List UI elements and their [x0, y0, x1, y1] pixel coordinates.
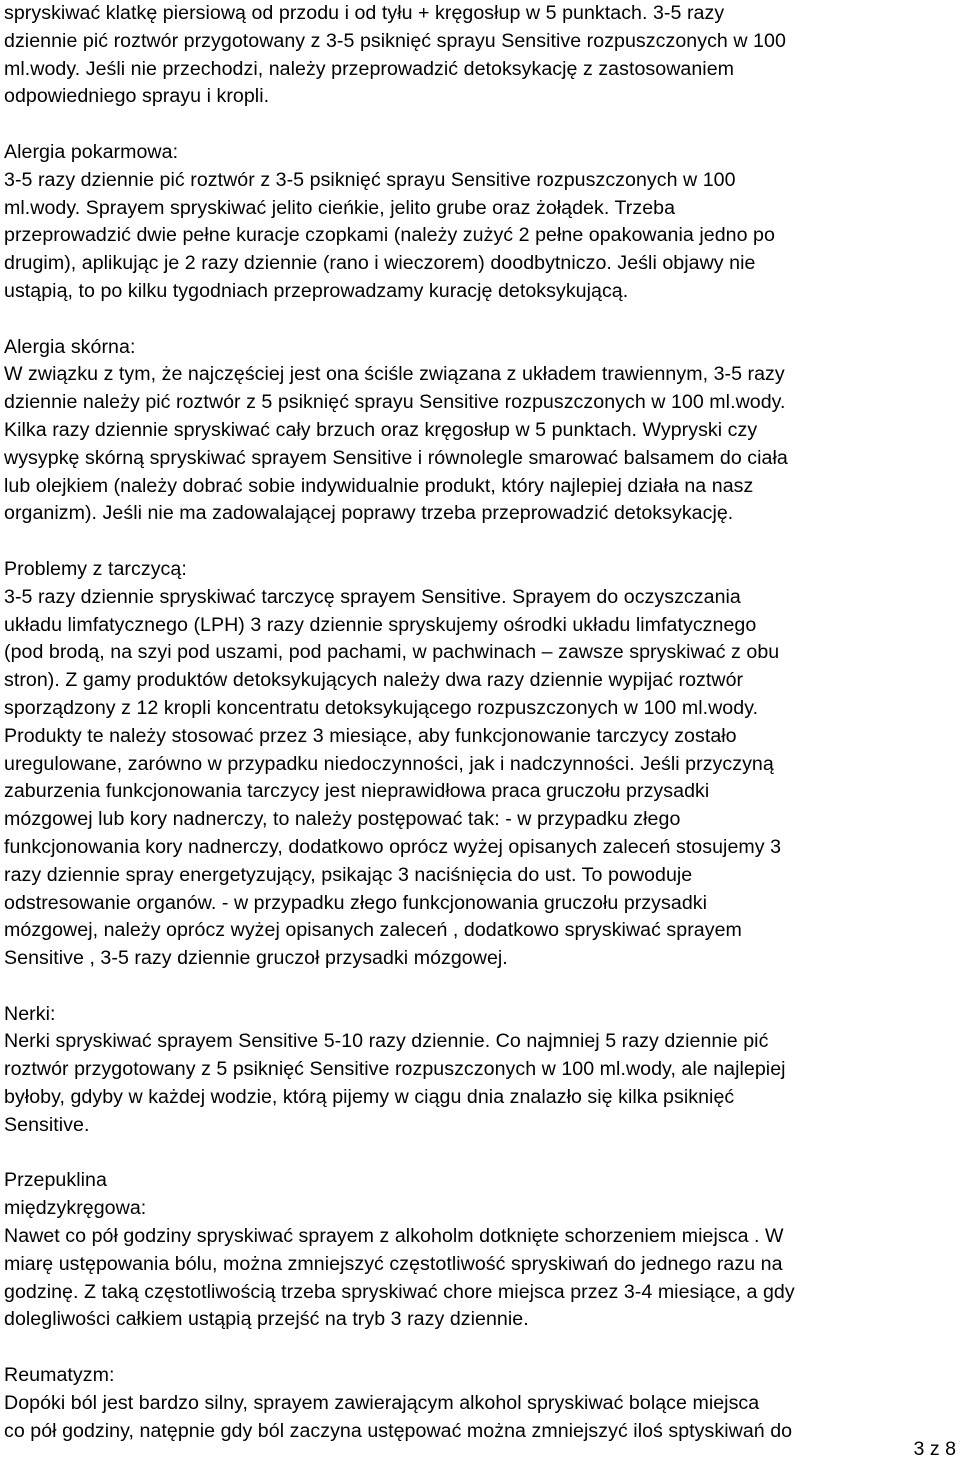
section-line: dziennie należy pić roztwór z 5 psiknięć sprayu Sensitive rozpuszczonych w 100 ml.wody.	[4, 391, 786, 414]
intro-line: odpowiedniego sprayu i kropli.	[4, 85, 270, 108]
section-line: mózgowej, należy oprócz wyżej opisanych zaleceń , dodatkowo spryskiwać sprayem	[4, 919, 742, 942]
section-line: co pół godziny, natępnie gdy ból zaczyna ustępować można zmniejszyć iloś sptyskiwań do	[4, 1419, 793, 1442]
section-line: przeprowadzić dwie pełne kuracje czopkami (należy zużyć 2 pełne opakowania jedno po	[4, 224, 775, 247]
section-heading: międzykręgowa:	[4, 1197, 147, 1220]
section-thyroid	[4, 556, 958, 973]
section-line: uregulowane, zarówno w przypadku niedoczynności, jak i nadczynności. Jeśli przyczyną	[4, 752, 774, 775]
section-line: funkcjonowania kory nadnerczy, dodatkowo oprócz wyżej opisanych zaleceń stosujemy 3	[4, 835, 782, 858]
paragraph-gap	[4, 973, 958, 1001]
section-line: razy dziennie spray energetyzujący, psikając 3 naciśnięcia do ust. To powoduje	[4, 863, 693, 886]
intro-line: dziennie pić roztwór przygotowany z 3-5 psiknięć sprayu Sensitive rozpuszczonych w 100	[4, 29, 786, 52]
paragraph-gap	[4, 306, 958, 334]
section-line: lub olejkiem (należy dobrać sobie indywidualnie produkt, który najlepiej działa na nasz	[4, 474, 754, 497]
section-line: miarę ustępowania bólu, można zmniejszyć częstotliwość spryskiwań do jednego razu na	[4, 1252, 783, 1275]
section-line: roztwór przygotowany z 5 psiknięć Sensitive rozpuszczonych w 100 ml.wody, ale najlepiej	[4, 1058, 786, 1081]
section-heading: Alergia skórna:	[4, 335, 136, 358]
section-heading: Reumatyzm:	[4, 1364, 115, 1387]
section-line: byłoby, gdyby w każdej wodzie, którą pijemy w ciągu dnia znalazło się kilka psiknięć	[4, 1086, 735, 1109]
intro-line: spryskiwać klatkę piersiową od przodu i od tyłu + kręgosłup w 5 punktach. 3-5 razy	[4, 2, 725, 24]
section-line: 3-5 razy dziennie spryskiwać tarczycę sprayem Sensitive. Sprayem do oczyszczania	[4, 585, 741, 608]
section-line: Produkty te należy stosować przez 3 miesiące, aby funkcjonowanie tarczycy zostało	[4, 724, 737, 747]
page-number: 3 z 8	[913, 1438, 956, 1460]
section-rheumatism	[4, 1362, 958, 1445]
section-line: Sensitive , 3-5 razy dziennie gruczoł przysadki mózgowej.	[4, 947, 508, 970]
section-line: sporządzony z 12 kropli koncentratu detoksykującego rozpuszczonych w 100 ml.wody.	[4, 696, 759, 719]
section-heading: Problemy z tarczycą:	[4, 557, 187, 580]
section-hernia	[4, 1167, 958, 1334]
section-line: dolegliwości całkiem ustąpią przejść na tryb 3 razy dziennie.	[4, 1308, 529, 1331]
section-food-allergy	[4, 139, 958, 306]
intro-paragraph	[4, 0, 958, 111]
section-line: W związku z tym, że najczęściej jest ona ściśle związana z układem trawiennym, 3-5 razy	[4, 363, 785, 386]
section-line: organizm). Jeśli nie ma zadowalającej poprawy trzeba przeprowadzić detoksykację.	[4, 502, 734, 525]
section-line: odstresowanie organów. - w przypadku złego funkcjonowania gruczołu przysadki	[4, 891, 708, 914]
section-line: Dopóki ból jest bardzo silny, sprayem zawierającym alkohol spryskiwać bolące miejsca	[4, 1391, 760, 1414]
section-line: ml.wody. Sprayem spryskiwać jelito cieńkie, jelito grube oraz żołądek. Trzeba	[4, 196, 676, 219]
paragraph-gap	[4, 528, 958, 556]
section-line: ustąpią, to po kilku tygodniach przeprowadzamy kurację detoksykującą.	[4, 279, 629, 302]
section-kidneys	[4, 1001, 958, 1140]
section-line: wysypkę skórną spryskiwać sprayem Sensitive i równolegle smarować balsamem do ciała	[4, 446, 788, 469]
section-line: mózgowej lub kory nadnerczy, to należy postępować tak: - w przypadku złego	[4, 808, 681, 831]
section-heading: Alergia pokarmowa:	[4, 140, 179, 163]
section-line: Nerki spryskiwać sprayem Sensitive 5-10 razy dziennie. Co najmniej 5 razy dziennie pić	[4, 1030, 769, 1053]
section-line: układu limfatycznego (LPH) 3 razy dziennie spryskujemy ośrodki układu limfatycznego	[4, 613, 757, 636]
document-page	[4, 0, 958, 1445]
intro-line: ml.wody. Jeśli nie przechodzi, należy przeprowadzić detoksykację z zastosowaniem	[4, 57, 735, 80]
paragraph-gap	[4, 111, 958, 139]
section-heading: Nerki:	[4, 1002, 56, 1025]
section-skin-allergy	[4, 334, 958, 529]
section-line: 3-5 razy dziennie pić roztwór z 3-5 psiknięć sprayu Sensitive rozpuszczonych w 100	[4, 168, 736, 191]
section-line: stron). Z gamy produktów detoksykujących należy dwa razy dziennie wypijać roztwór	[4, 669, 744, 692]
section-line: drugim), aplikując je 2 razy dziennie (rano i wieczorem) doodbytniczo. Jeśli objawy nie	[4, 252, 756, 275]
section-line: zaburzenia funkcjonowania tarczycy jest nieprawidłowa praca gruczołu przysadki	[4, 780, 710, 803]
paragraph-gap	[4, 1140, 958, 1168]
section-line: (pod brodą, na szyi pod uszami, pod pachami, w pachwinach – zawsze spryskiwać z obu	[4, 641, 780, 664]
section-line: Nawet co pół godziny spryskiwać sprayem z alkoholm dotknięte schorzeniem miejsca . W	[4, 1225, 784, 1248]
section-line: godzinę. Z taką częstotliwością trzeba spryskiwać chore miejsca przez 3-4 miesiące, a gdy	[4, 1280, 795, 1303]
paragraph-gap	[4, 1334, 958, 1362]
section-heading: Przepuklina	[4, 1169, 107, 1192]
section-line: Sensitive.	[4, 1113, 90, 1136]
section-line: Kilka razy dziennie spryskiwać cały brzuch oraz kręgosłup w 5 punktach. Wypryski czy	[4, 418, 758, 441]
